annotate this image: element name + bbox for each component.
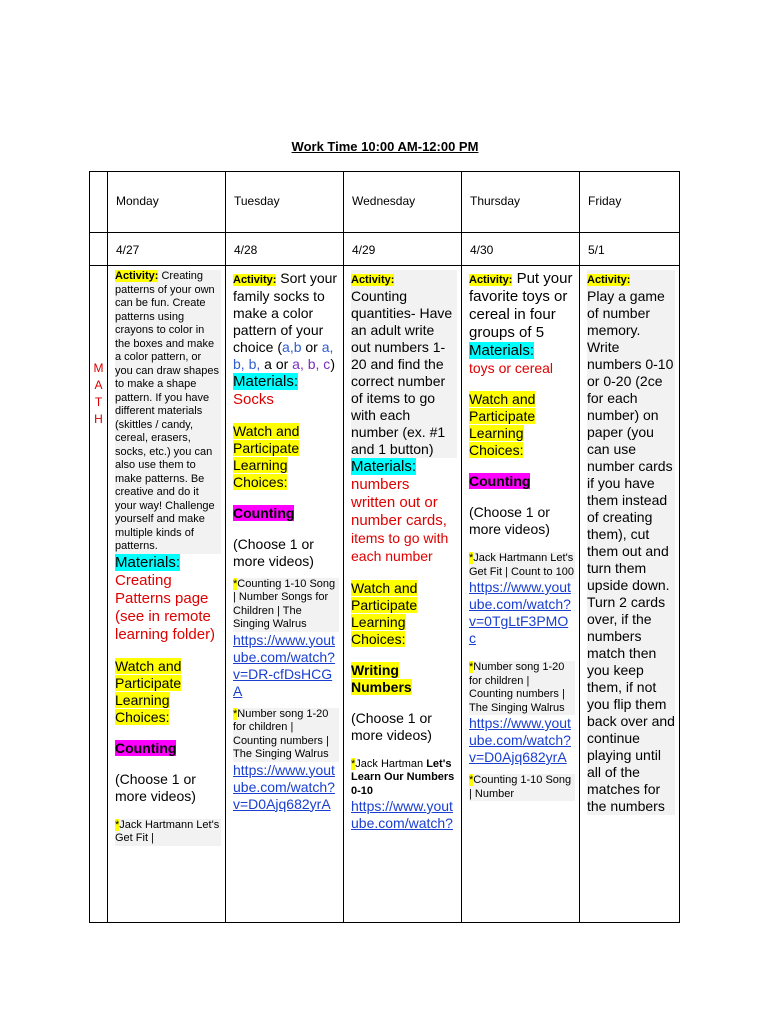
day-header-monday: Monday	[108, 172, 226, 233]
page-title: Work Time 10:00 AM-12:00 PM	[291, 139, 479, 154]
pattern-abb: a, b, b,	[233, 338, 334, 372]
counting-label: Counting	[115, 739, 177, 756]
tuesday-video-2-link[interactable]: https://www.youtube.com/watch?v=D0Ajq682yrA	[233, 761, 335, 812]
thursday-math-cell	[462, 266, 580, 923]
video-title: Let's Learn Our Numbers 0-10	[351, 757, 455, 797]
date-tuesday: 4/28	[226, 233, 344, 266]
tuesday-video-1-link[interactable]: https://www.youtube.com/watch?v=DR-cfDsHCGA	[233, 631, 335, 699]
pattern-abc: a, b, c	[292, 355, 331, 372]
materials-text: Creating Patterns page (see in remote learning folder)	[115, 571, 216, 643]
pattern-text: a	[260, 355, 272, 372]
watch-label: Watch and Participate Learning Choices:	[351, 579, 418, 647]
monday-counting	[115, 740, 221, 757]
activity-label: Activity:	[587, 274, 631, 286]
thursday-watch	[469, 391, 575, 459]
materials-text-1: numbers written out or number cards,	[351, 475, 447, 529]
video-text: Counting 1-10 Song | Number Songs for Children | The Singing Walrus	[233, 577, 336, 630]
wednesday-video	[351, 758, 457, 799]
video-star: *	[469, 661, 474, 673]
activity-text: Creating patterns of your own can be fun. Create patterns using crayons to color in the boxes and make a color pattern, or you can draw shapes to make a shape pattern. If you have different materials (skittles / candy, cereal, erasers, socks, etc.) you can also use them to make patterns. Be creative and do it your way! Challenge yourself and make multiple kinds of patterns.	[115, 270, 219, 552]
monday-choose: (Choose 1 or more videos)	[115, 770, 196, 804]
video-text: Jack Hartmann Let's Get Fit |	[115, 818, 220, 844]
video-star: *	[233, 577, 238, 590]
monday-activity	[115, 270, 221, 554]
materials-text: toys or cereal	[469, 360, 554, 376]
materials-label: Materials:	[115, 553, 181, 571]
date-row	[90, 233, 680, 266]
video-star: *	[469, 774, 474, 786]
subject-letter: M	[93, 361, 104, 375]
friday-math-cell	[580, 266, 680, 923]
wednesday-materials	[351, 458, 457, 566]
activity-label: Activity:	[469, 274, 513, 286]
monday-watch	[115, 658, 221, 726]
video-star: *	[233, 707, 238, 720]
day-header-thursday: Thursday	[462, 172, 580, 233]
video-text: Number song 1-20 for children | Counting numbers | The Singing Walrus	[233, 707, 329, 760]
materials-label: Materials:	[469, 342, 535, 359]
video-text: Number song 1-20 for children | Counting numbers | The Singing Walrus	[469, 661, 565, 714]
wednesday-math-cell	[344, 266, 462, 923]
date-friday: 5/1	[580, 233, 680, 266]
pattern-ab: a,b	[282, 338, 302, 355]
wednesday-choose: (Choose 1 or more videos)	[351, 709, 432, 743]
math-row	[90, 266, 680, 923]
thursday-materials	[469, 342, 575, 377]
corner-cell-2	[90, 233, 108, 266]
monday-materials	[115, 554, 221, 644]
pattern-text: (	[277, 338, 283, 355]
watch-label: Watch and Participate Learning Choices:	[233, 422, 300, 490]
tuesday-watch	[233, 423, 339, 491]
weekly-schedule-table	[89, 171, 680, 923]
tuesday-choose: (Choose 1 or more videos)	[233, 535, 314, 569]
video-star: *	[469, 552, 474, 564]
pattern-text: or	[271, 355, 293, 372]
subject-letter: T	[94, 395, 103, 409]
wednesday-video-link[interactable]: https://www.youtube.com/watch?	[351, 798, 453, 831]
corner-cell	[90, 172, 108, 233]
subject-letter: H	[94, 412, 103, 426]
activity-label: Activity:	[351, 274, 395, 286]
date-monday: 4/27	[108, 233, 226, 266]
day-header-friday: Friday	[580, 172, 680, 233]
video-star: *	[115, 818, 120, 831]
thursday-counting	[469, 473, 575, 490]
activity-text: Counting quantities- Have an adult write out numbers 1-20 and find the correct number of items to go with each number (ex. #1 and 1 button)	[351, 287, 453, 457]
day-header-tuesday: Tuesday	[226, 172, 344, 233]
monday-video	[115, 819, 221, 846]
video-text: Counting 1-10 Song | Number	[469, 774, 572, 800]
pattern-text: )	[330, 355, 335, 372]
wednesday-watch	[351, 580, 457, 648]
watch-label: Watch and Participate Learning Choices:	[115, 657, 182, 725]
materials-text: Socks	[233, 390, 274, 408]
thursday-video-2	[469, 661, 575, 715]
date-wednesday: 4/29	[344, 233, 462, 266]
thursday-video-2-link[interactable]: https://www.youtube.com/watch?v=D0Ajq682yrA	[469, 715, 571, 765]
writing-label: Writing Numbers	[351, 661, 412, 695]
day-header-wednesday: Wednesday	[344, 172, 462, 233]
thursday-activity	[469, 270, 575, 342]
tuesday-math-cell	[226, 266, 344, 923]
wednesday-writing	[351, 662, 457, 696]
tuesday-video-1	[233, 578, 339, 632]
tuesday-materials	[233, 373, 339, 409]
friday-activity	[587, 270, 675, 815]
materials-text-wrap	[351, 476, 457, 566]
wednesday-activity	[351, 270, 457, 458]
thursday-video-3	[469, 774, 575, 801]
video-text: Jack Hartmann Let's Get Fit | Count to 100	[469, 552, 574, 578]
activity-text: Sort your family socks to make a color pattern of your choice	[233, 270, 338, 355]
date-thursday: 4/30	[462, 233, 580, 266]
tuesday-video-2	[233, 708, 339, 762]
thursday-video-1-link[interactable]: https://www.youtube.com/watch?v=0TgLtF3PMOc	[469, 579, 571, 646]
pattern-text: or	[301, 338, 322, 355]
video-text: Jack Hartman	[355, 757, 427, 770]
materials-label: Materials:	[351, 457, 417, 475]
tuesday-counting	[233, 505, 339, 522]
activity-text: Put your favorite toys or cereal in four groups of 5	[469, 270, 573, 341]
video-star: *	[351, 757, 356, 770]
materials-text-2: items to go with each number	[351, 529, 449, 564]
thursday-video-1	[469, 552, 575, 579]
activity-label: Activity:	[233, 274, 277, 286]
thursday-choose: (Choose 1 or more videos)	[469, 504, 550, 537]
activity-text: Play a game of number memory. Write numbers 0-10 or 0-20 (2ce for each number) on paper (you can use number cards if you have them instead of creating them), cut them out and turn them upside down. Turn 2 cards over, if the numbers match then you keep them, if not you flip them back over and continue playing until all of the matches for the numbers	[587, 287, 675, 814]
tuesday-activity	[233, 270, 339, 373]
activity-label: Activity:	[115, 270, 159, 282]
subject-label-math	[90, 266, 108, 923]
counting-label: Counting	[233, 504, 295, 521]
monday-math-cell	[108, 266, 226, 923]
watch-label: Watch and Participate Learning Choices:	[469, 391, 536, 458]
subject-letter: A	[94, 378, 103, 392]
counting-label: Counting	[469, 473, 531, 489]
day-header-row	[90, 172, 680, 233]
materials-label: Materials:	[233, 372, 299, 390]
